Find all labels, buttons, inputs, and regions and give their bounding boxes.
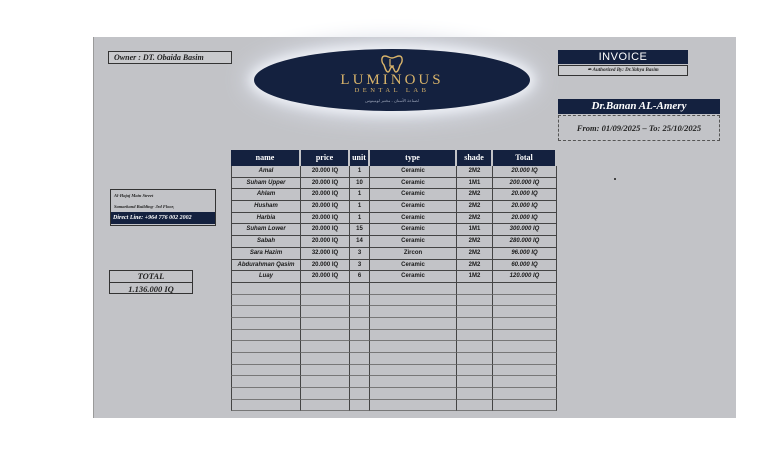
empty-cell	[370, 365, 457, 377]
cell-type: Zircon	[370, 248, 457, 260]
cell-price: 20.000 IQ	[301, 213, 350, 225]
empty-cell	[493, 330, 557, 342]
cell-unit: 3	[350, 248, 370, 260]
cell-shade: 2M2	[457, 213, 493, 225]
cell-type: Ceramic	[370, 271, 457, 283]
cell-price: 20.000 IQ	[301, 201, 350, 213]
col-header-total: Total	[493, 150, 557, 166]
empty-cell	[370, 330, 457, 342]
cell-unit: 15	[350, 224, 370, 236]
empty-cell	[350, 330, 370, 342]
doctor-name: Dr.Banan AL-Amery	[558, 99, 720, 114]
empty-cell	[457, 376, 493, 388]
table-row	[231, 178, 557, 190]
empty-cell	[231, 376, 301, 388]
cell-price: 20.000 IQ	[301, 166, 350, 178]
empty-table-row	[231, 295, 557, 307]
table-row	[231, 189, 557, 201]
cell-total: 300.000 IQ	[493, 224, 557, 236]
cell-unit: 6	[350, 271, 370, 283]
empty-cell	[370, 353, 457, 365]
empty-cell	[457, 318, 493, 330]
empty-cell	[301, 400, 350, 412]
cell-unit: 14	[350, 236, 370, 248]
address-line-2: Samarkand Building- 3rd Floor,	[114, 204, 175, 209]
cell-total: 120.000 IQ	[493, 271, 557, 283]
cell-total: 20.000 IQ	[493, 201, 557, 213]
cell-type: Ceramic	[370, 178, 457, 190]
authorized-by	[558, 65, 688, 76]
cell-price: 20.000 IQ	[301, 236, 350, 248]
cell-name: Sara Hazim	[231, 248, 301, 260]
cell-price: 32.000 IQ	[301, 248, 350, 260]
empty-cell	[370, 400, 457, 412]
empty-cell	[350, 400, 370, 412]
empty-cell	[457, 306, 493, 318]
empty-cell	[457, 400, 493, 412]
empty-cell	[370, 376, 457, 388]
empty-cell	[493, 318, 557, 330]
cell-shade: 2M2	[457, 201, 493, 213]
empty-table-row	[231, 353, 557, 365]
table-row	[231, 213, 557, 225]
cell-name: Amal	[231, 166, 301, 178]
invoice-table	[231, 150, 557, 411]
logo-tagline: لصناعة الأسنان - مختبر لومينوس	[365, 98, 419, 103]
cell-name: Abdurahman Qasim	[231, 260, 301, 272]
empty-cell	[493, 353, 557, 365]
empty-rows	[231, 283, 557, 412]
cell-type: Ceramic	[370, 236, 457, 248]
col-header-type: type	[370, 150, 457, 166]
cell-name: Suham Lower	[231, 224, 301, 236]
table-row	[231, 271, 557, 283]
cell-total: 96.000 IQ	[493, 248, 557, 260]
empty-cell	[457, 353, 493, 365]
cell-price: 20.000 IQ	[301, 224, 350, 236]
empty-cell	[457, 341, 493, 353]
empty-table-row	[231, 318, 557, 330]
empty-table-row	[231, 306, 557, 318]
empty-cell	[493, 341, 557, 353]
cell-shade: 2M2	[457, 236, 493, 248]
table-row	[231, 260, 557, 272]
cell-total: 20.000 IQ	[493, 166, 557, 178]
table-row	[231, 236, 557, 248]
empty-cell	[301, 306, 350, 318]
empty-cell	[350, 341, 370, 353]
cell-name: Harbia	[231, 213, 301, 225]
empty-cell	[350, 388, 370, 400]
cell-price: 20.000 IQ	[301, 260, 350, 272]
empty-table-row	[231, 283, 557, 295]
empty-cell	[350, 365, 370, 377]
cell-type: Ceramic	[370, 260, 457, 272]
empty-cell	[231, 365, 301, 377]
tooth-logo-icon	[378, 53, 406, 73]
col-header-name: name	[231, 150, 301, 166]
cell-shade: 2M2	[457, 248, 493, 260]
empty-cell	[457, 295, 493, 307]
address-line-1: Al-Hajaj Main Street	[114, 193, 154, 198]
lab-address	[110, 189, 216, 226]
cell-type: Ceramic	[370, 189, 457, 201]
authorized-text: Authorized By: Dr.Yahya Basim	[592, 68, 659, 73]
cell-unit: 1	[350, 213, 370, 225]
cell-unit: 10	[350, 178, 370, 190]
empty-cell	[457, 388, 493, 400]
cell-name: Husham	[231, 201, 301, 213]
cell-shade: 1M1	[457, 178, 493, 190]
empty-cell	[457, 283, 493, 295]
table-row	[231, 201, 557, 213]
empty-cell	[350, 295, 370, 307]
empty-cell	[301, 376, 350, 388]
empty-cell	[301, 365, 350, 377]
empty-cell	[231, 295, 301, 307]
empty-cell	[231, 318, 301, 330]
empty-cell	[301, 341, 350, 353]
invoice-sheet	[93, 37, 736, 418]
empty-cell	[493, 400, 557, 412]
empty-cell	[370, 295, 457, 307]
direct-line: Direct Line: +964 776 002 2002	[111, 212, 215, 224]
owner-label: Owner : DT. Obaida Basim	[108, 51, 232, 64]
empty-cell	[231, 353, 301, 365]
empty-cell	[301, 330, 350, 342]
empty-table-row	[231, 330, 557, 342]
lab-logo	[254, 49, 530, 111]
cell-total: 20.000 IQ	[493, 189, 557, 201]
empty-cell	[231, 330, 301, 342]
empty-cell	[350, 318, 370, 330]
total-summary	[109, 270, 193, 294]
empty-cell	[231, 400, 301, 412]
empty-cell	[493, 283, 557, 295]
empty-table-row	[231, 376, 557, 388]
empty-table-row	[231, 341, 557, 353]
col-header-price: price	[301, 150, 350, 166]
cell-name: Ahlam	[231, 189, 301, 201]
empty-cell	[370, 318, 457, 330]
cell-type: Ceramic	[370, 166, 457, 178]
cell-name: Suham Upper	[231, 178, 301, 190]
table-header	[231, 150, 557, 166]
cell-price: 20.000 IQ	[301, 178, 350, 190]
empty-table-row	[231, 400, 557, 412]
empty-cell	[301, 318, 350, 330]
cell-shade: 2M2	[457, 189, 493, 201]
cell-unit: 1	[350, 201, 370, 213]
total-label: TOTAL	[110, 271, 192, 283]
empty-cell	[231, 306, 301, 318]
empty-cell	[301, 283, 350, 295]
invoice-period: From: 01/09/2025 – To: 25/10/2025	[558, 115, 720, 141]
cell-unit: 1	[350, 189, 370, 201]
empty-cell	[493, 365, 557, 377]
empty-cell	[457, 330, 493, 342]
cell-shade: 2M2	[457, 166, 493, 178]
empty-cell	[493, 295, 557, 307]
stray-dot	[614, 178, 616, 180]
empty-table-row	[231, 388, 557, 400]
total-value: 1.136.000 IQ	[128, 284, 174, 294]
empty-cell	[370, 306, 457, 318]
empty-cell	[370, 341, 457, 353]
table-row	[231, 248, 557, 260]
cell-type: Ceramic	[370, 201, 457, 213]
cell-price: 20.000 IQ	[301, 271, 350, 283]
empty-cell	[301, 295, 350, 307]
empty-cell	[493, 388, 557, 400]
cell-total: 60.000 IQ	[493, 260, 557, 272]
empty-table-row	[231, 365, 557, 377]
cell-type: Ceramic	[370, 213, 457, 225]
cell-type: Ceramic	[370, 224, 457, 236]
pen-icon: ✒	[587, 68, 592, 73]
cell-price: 20.000 IQ	[301, 189, 350, 201]
empty-cell	[350, 306, 370, 318]
cell-unit: 1	[350, 166, 370, 178]
cell-total: 20.000 IQ	[493, 213, 557, 225]
empty-cell	[231, 341, 301, 353]
empty-cell	[370, 283, 457, 295]
empty-cell	[457, 365, 493, 377]
empty-cell	[350, 353, 370, 365]
cell-shade: 2M2	[457, 260, 493, 272]
empty-cell	[370, 388, 457, 400]
empty-cell	[301, 353, 350, 365]
empty-cell	[350, 376, 370, 388]
cell-shade: 1M1	[457, 224, 493, 236]
empty-cell	[493, 376, 557, 388]
logo-name: LUMINOUS	[340, 72, 444, 88]
empty-cell	[231, 283, 301, 295]
cell-total: 280.000 IQ	[493, 236, 557, 248]
cell-total: 200.000 IQ	[493, 178, 557, 190]
empty-cell	[350, 283, 370, 295]
table-row	[231, 166, 557, 178]
empty-cell	[493, 306, 557, 318]
col-header-shade: shade	[457, 150, 493, 166]
cell-shade: 1M2	[457, 271, 493, 283]
invoice-title: INVOICE	[558, 50, 688, 64]
cell-unit: 3	[350, 260, 370, 272]
cell-name: Sabah	[231, 236, 301, 248]
empty-cell	[301, 388, 350, 400]
table-row	[231, 224, 557, 236]
col-header-unit: unit	[350, 150, 370, 166]
logo-subtitle: DENTAL LAB	[354, 87, 430, 94]
cell-name: Luay	[231, 271, 301, 283]
empty-cell	[231, 388, 301, 400]
